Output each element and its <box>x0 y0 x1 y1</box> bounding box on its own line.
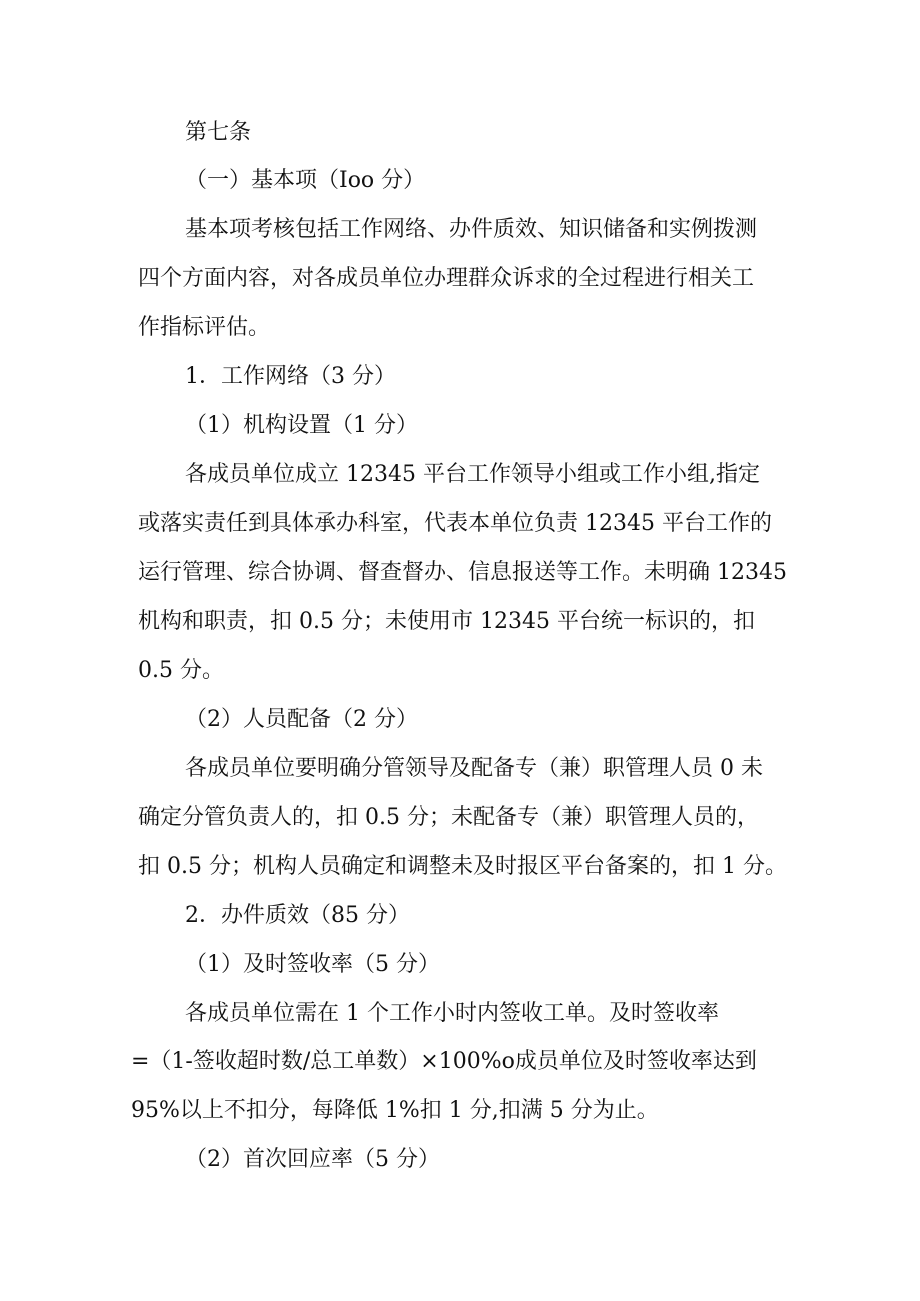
sub-heading-org-setup: （1）机构设置（1 分） <box>185 413 418 438</box>
paragraph-line: =（1-签收超时数/总工单数）×100%o成员单位及时签收率达到 <box>131 1049 757 1074</box>
paragraph-line: 扣 0.5 分；机构人员确定和调整未及时报区平台备案的，扣 1 分。 <box>138 854 787 879</box>
paragraph-line: 95%以上不扣分，每降低 1%扣 1 分,扣满 5 分为止。 <box>131 1098 659 1123</box>
item-heading-work-network: 1．工作网络（3 分） <box>185 364 396 389</box>
section-heading-basic: （一）基本项（Ioo 分） <box>185 168 426 193</box>
paragraph-line: 各成员单位要明确分管领导及配备专（兼）职管理人员 0 未 <box>185 756 763 781</box>
article-title: 第七条 <box>185 120 252 145</box>
paragraph-line: 基本项考核包括工作网络、办件质效、知识储备和实例拨测 <box>185 217 758 242</box>
item-heading-quality: 2．办件质效（85 分） <box>185 903 410 928</box>
paragraph-line: 0.5 分。 <box>138 658 224 683</box>
paragraph-line: 机构和职责，扣 0.5 分；未使用市 12345 平台统一标识的，扣 <box>138 609 755 634</box>
paragraph-line: 或落实责任到具体承办科室，代表本单位负责 12345 平台工作的 <box>138 511 772 536</box>
paragraph-line: 各成员单位需在 1 个工作小时内签收工单。及时签收率 <box>185 1001 719 1026</box>
sub-heading-staffing: （2）人员配备（2 分） <box>185 707 418 732</box>
sub-heading-timely-sign: （1）及时签收率（5 分） <box>185 952 440 977</box>
paragraph-line: 确定分管负责人的，扣 0.5 分；未配备专（兼）职管理人员的， <box>138 805 759 830</box>
paragraph-line: 作指标评估。 <box>138 315 271 340</box>
paragraph-line: 四个方面内容，对各成员单位办理群众诉求的全过程进行相关工 <box>138 266 755 291</box>
paragraph-line: 各成员单位成立 12345 平台工作领导小组或工作小组,指定 <box>185 462 760 487</box>
sub-heading-first-response: （2）首次回应率（5 分） <box>185 1147 440 1172</box>
paragraph-line: 运行管理、综合协调、督查督办、信息报送等工作。未明确 12345 <box>138 560 787 585</box>
